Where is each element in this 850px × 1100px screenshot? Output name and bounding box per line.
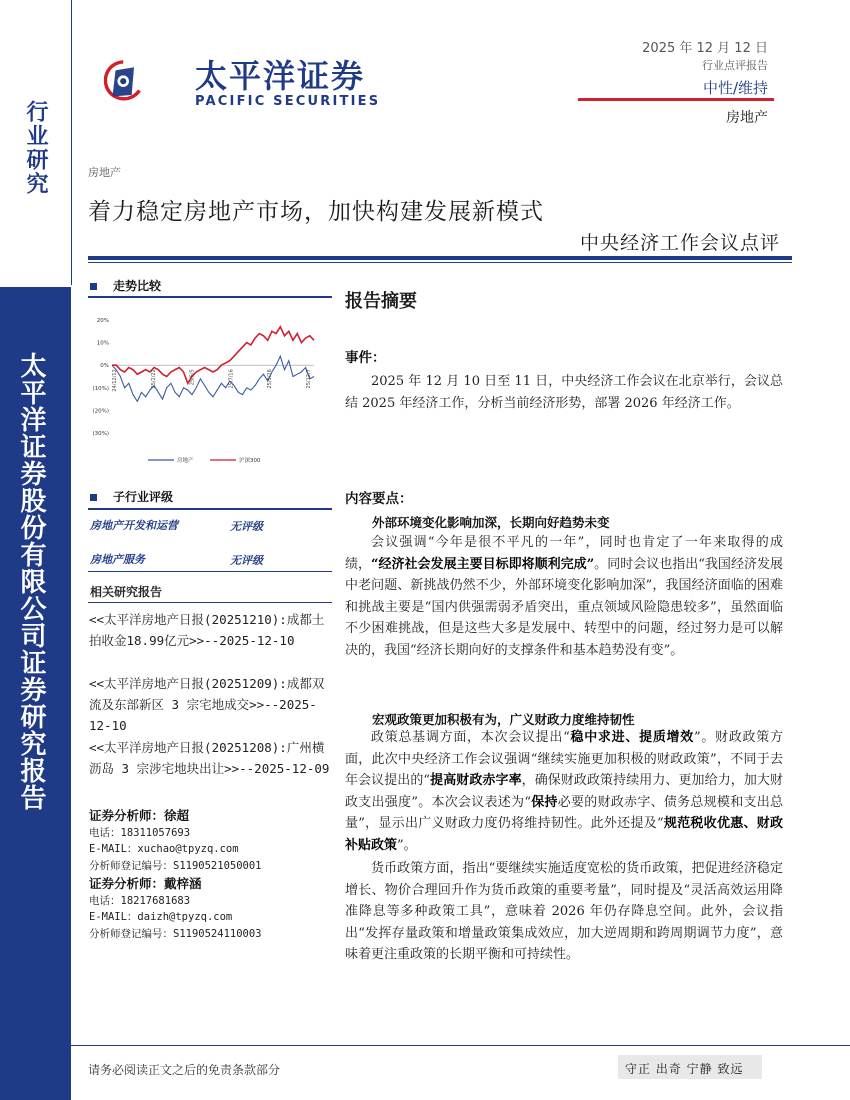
summary-heading: 报告摘要	[345, 291, 417, 312]
related-report-link[interactable]: <<太平洋房地产日报(20251210):成都土拍收金18.99亿元>>--2025-12-10	[89, 612, 325, 648]
report-date: 2025 年 12 月 12 日	[642, 41, 768, 56]
series-line	[112, 327, 314, 384]
key-point-3-paragraph: 货币政策方面，指出“要继续实施适度宽松的货币政策，把促进经济稳定增长、物价合理回升作为货币政策的重要考量”，同时提及“灵活高效运用降准降息等多种政策工具”，意味着 2026 年仍存降息空间。此外，会议指出“发挥存量政策和增量政策集成效应，加大逆周期和跨周期调节力度”，意味着更注重政策的长期平衡和可持续性。	[345, 861, 783, 962]
key-points-heading: 内容要点：	[345, 491, 413, 507]
related-report-link[interactable]: <<太平洋房地产日报(20251209):成都双流及东部新区 3 宗宅地成交>>--2025-12-10	[89, 676, 325, 733]
key-point-1-paragraph: 会议强调“今年是很不平凡的一年”，同时也肯定了一年来取得的成绩，“经济社会发展主要目标即将顺利完成”。同时会议也指出“我国经济发展中老问题、新挑战仍然不少，外部环境变化影响加深”，我国经济面临的困难和挑战主要是“国内供强需弱矛盾突出，重点领域风险隐患较多”，虽然面临不少困难挑战，但是这些大多是发展中、转型中的问题，经过努力是可以解决的，我国“经济长期向好的支撑条件和基本趋势没有变”。	[345, 535, 783, 658]
y-tick-label: (20%)	[92, 408, 109, 415]
analyst-phone: 电话：18311057693	[89, 827, 191, 839]
y-tick-label: 10%	[96, 340, 109, 347]
y-tick-label: (10%)	[92, 385, 109, 392]
sub-industry-rating: 无评级	[230, 520, 263, 533]
page-subtitle: 中央经济工作会议点评	[579, 232, 780, 254]
square-bullet-icon	[90, 283, 97, 290]
disclaimer-note: 请务必阅读正文之后的免责条款部分	[88, 1063, 281, 1077]
sub-industry-name: 房地产服务	[90, 553, 145, 566]
x-tick-label: 25/7/16	[228, 369, 235, 389]
sub-industry-divider	[88, 508, 332, 510]
company-logo	[104, 20, 204, 140]
legend-label: 房地产	[177, 458, 194, 464]
related-heading: 相关研究报告	[90, 585, 163, 599]
sidebar-bottom-label: 太平洋证券股份有限公司证券研究报告	[16, 352, 46, 811]
report-type: 行业点评报告	[702, 59, 768, 72]
sub-industry-bottom-divider	[88, 571, 332, 572]
analyst-info	[89, 893, 262, 942]
x-tick-label: 24/12/12	[112, 369, 118, 392]
title-divider	[88, 256, 792, 260]
sub-industry-rating: 无评级	[230, 554, 263, 567]
trend-chart	[88, 308, 332, 473]
y-tick-label: 20%	[96, 318, 109, 324]
category-label: 房地产	[88, 166, 121, 179]
analyst-email[interactable]: E-MAIL：xuchao@tpyzq.com	[89, 843, 239, 856]
trend-divider	[88, 296, 332, 298]
series-line	[112, 356, 314, 401]
analyst-reg: 分析师登记编号：S1190521050001	[89, 859, 262, 872]
industry-label: 房地产	[726, 110, 768, 126]
analyst-email[interactable]: E-MAIL：daizh@tpyzq.com	[89, 911, 233, 924]
analyst-name: 证券分析师：徐超	[89, 808, 190, 823]
x-tick-label: 25/12/7	[306, 369, 312, 389]
analyst-info	[89, 825, 262, 874]
event-paragraph: 2025 年 12 月 10 日至 11 日，中央经济工作会议在北京举行，会议总结 2025 年经济工作，分析当前经济形势，部署 2026 年经济工作。	[345, 374, 783, 411]
page-title: 着力稳定房地产市场，加快构建发展新模式	[88, 199, 544, 225]
square-bullet-icon	[90, 494, 97, 501]
x-tick-label: 25/9/26	[267, 369, 274, 389]
y-tick-label: (30%)	[92, 431, 109, 437]
footer-divider	[71, 1045, 850, 1046]
related-divider	[88, 602, 332, 603]
key-point-1-heading: 外部环境变化影响加深，长期向好趋势未变	[372, 515, 610, 530]
header-divider	[578, 98, 774, 101]
x-tick-label: 25/2/22	[150, 369, 157, 389]
key-point-2-heading: 宏观政策更加积极有为，广义财政力度维持韧性	[372, 712, 635, 727]
analyst-name: 证券分析师：戴梓涵	[89, 876, 202, 891]
x-tick-label: 25/5/5	[189, 369, 196, 386]
rating: 中性/维持	[702, 79, 768, 97]
analyst-phone: 电话：18217681683	[89, 895, 191, 907]
logo-cn-text: 太平洋证券	[195, 57, 366, 95]
sidebar-top-label: 行业研究	[23, 100, 49, 196]
y-tick-label: 0%	[100, 363, 109, 370]
trend-heading: 走势比较	[90, 277, 161, 294]
sub-industry-name: 房地产开发和运营	[90, 519, 178, 532]
event-heading: 事件：	[345, 350, 386, 366]
title-divider-thin	[88, 262, 792, 263]
analyst-reg: 分析师登记编号：S1190524110003	[89, 927, 262, 940]
sub-industry-heading: 子行业评级	[90, 488, 173, 505]
key-point-2-paragraph: 政策总基调方面，本次会议提出“稳中求进、提质增效”。财政政策方面，此次中央经济工作会议强调“继续实施更加积极的财政政策”，不同于去年会议提出的“提高财政赤字率，确保财政政策持续用力、更加给力，加大财政支出强度”。本次会议表述为“保持必要的财政赤字、债务总规模和支出总量”，显示出广义财政力度仍将维持韧性。此外还提及“规范税收优惠、财政补贴政策”。	[345, 730, 783, 853]
related-report-link[interactable]: <<太平洋房地产日报(20251208):广州横沥岛 3 宗涉宅地块出让>>--2025-12-09	[89, 740, 330, 776]
motto-text: 守正 出奇 宁静 致远	[625, 1062, 744, 1076]
legend-label: 沪深300	[239, 458, 261, 464]
logo-en-text: PACIFIC SECURITIES	[195, 94, 381, 109]
